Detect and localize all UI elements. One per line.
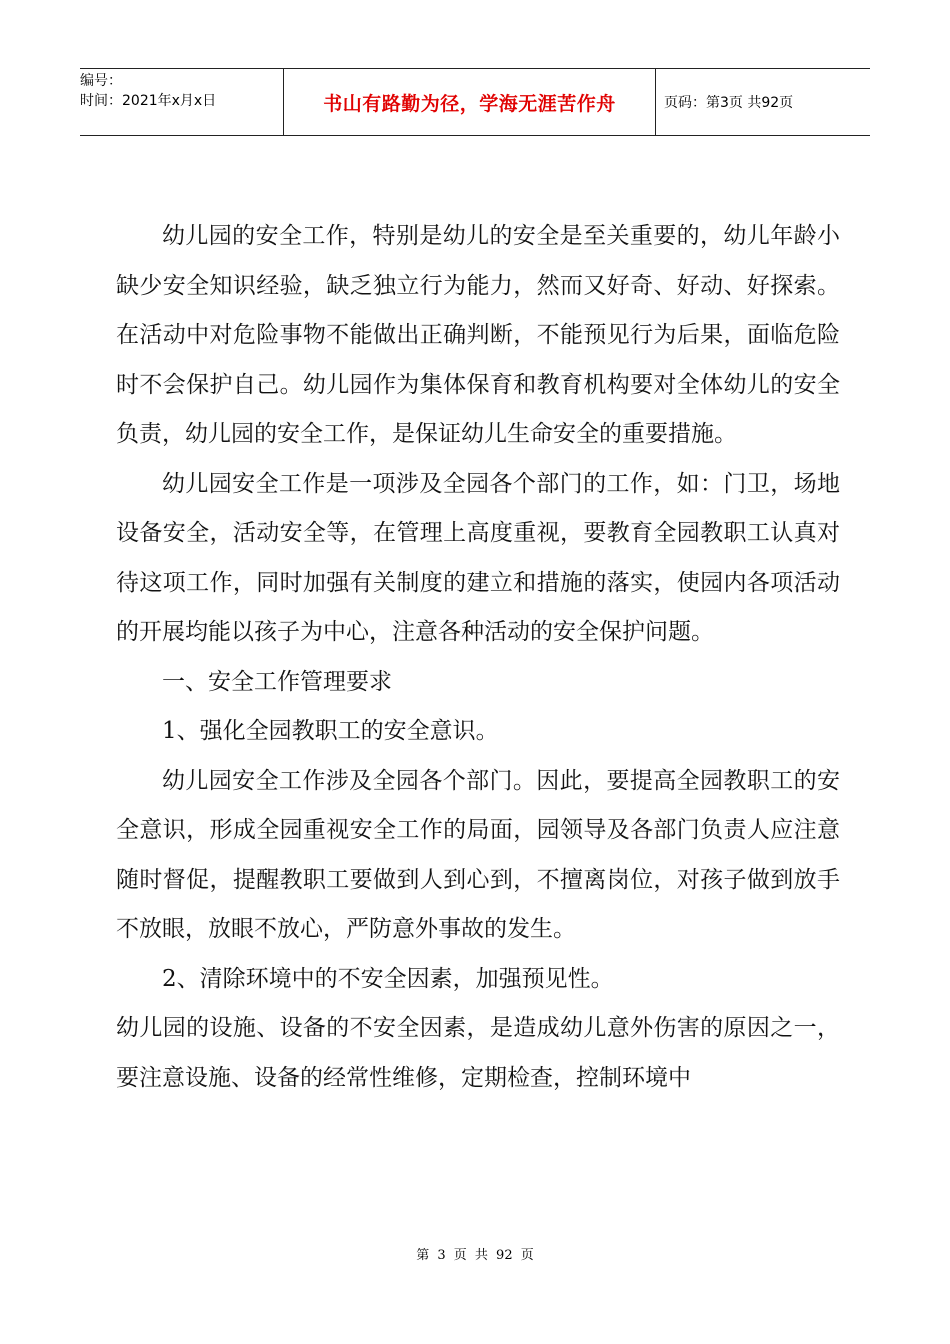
paragraph-awareness: 幼儿园安全工作涉及全园各个部门。因此，要提高全园教职工的安全意识，形成全园重视安全工作的局面，园领导及各部门负责人应注意随时督促，提醒教职工要做到人到心到，不擅离岗位，对孩子做到放手不放眼，放眼不放心，严防意外事故的发生。: [116, 767, 840, 942]
document-body: [116, 212, 840, 1103]
page-footer: 第 3 页 共 92 页: [416, 1248, 534, 1263]
number-label: 编号：: [80, 73, 122, 89]
paragraph-intro: 幼儿园的安全工作，特别是幼儿的安全是至关重要的，幼儿年龄小缺少安全知识经验，缺乏独立行为能力，然而又好奇、好动、好探索。在活动中对危险事物不能做出正确判断，不能预见行为后果，面临危险时不会保护自己。幼儿园作为集体保育和教育机构要对全体幼儿的安全负责，幼儿园的安全工作，是保证幼儿生命安全的重要措施。: [116, 223, 840, 447]
date-label: 时间：2021年x月x日: [80, 93, 217, 109]
section-heading: 一、安全工作管理要求: [162, 668, 392, 695]
subsection-heading-1: 1、强化全园教职工的安全意识。: [162, 718, 499, 744]
document-header: [80, 68, 870, 136]
header-page-info: 页码：第3页 共92页: [664, 95, 794, 111]
header-meta: [80, 69, 284, 135]
paragraph-environment: 幼儿园的设施、设备的不安全因素，是造成幼儿意外伤害的原因之一，要注意设施、设备的经常性维修，定期检查，控制环境中: [116, 1015, 840, 1091]
paragraph-scope: 幼儿园安全工作是一项涉及全园各个部门的工作，如：门卫，场地设备安全，活动安全等，在管理上高度重视，要教育全园教职工认真对待这项工作，同时加强有关制度的建立和措施的落实，使园内各项活动的开展均能以孩子为中心，注意各种活动的安全保护问题。: [116, 470, 840, 645]
header-motto: 书山有路勤为径，学海无涯苦作舟: [284, 69, 656, 135]
subsection-heading-2: 2、清除环境中的不安全因素，加强预见性。: [162, 965, 614, 992]
